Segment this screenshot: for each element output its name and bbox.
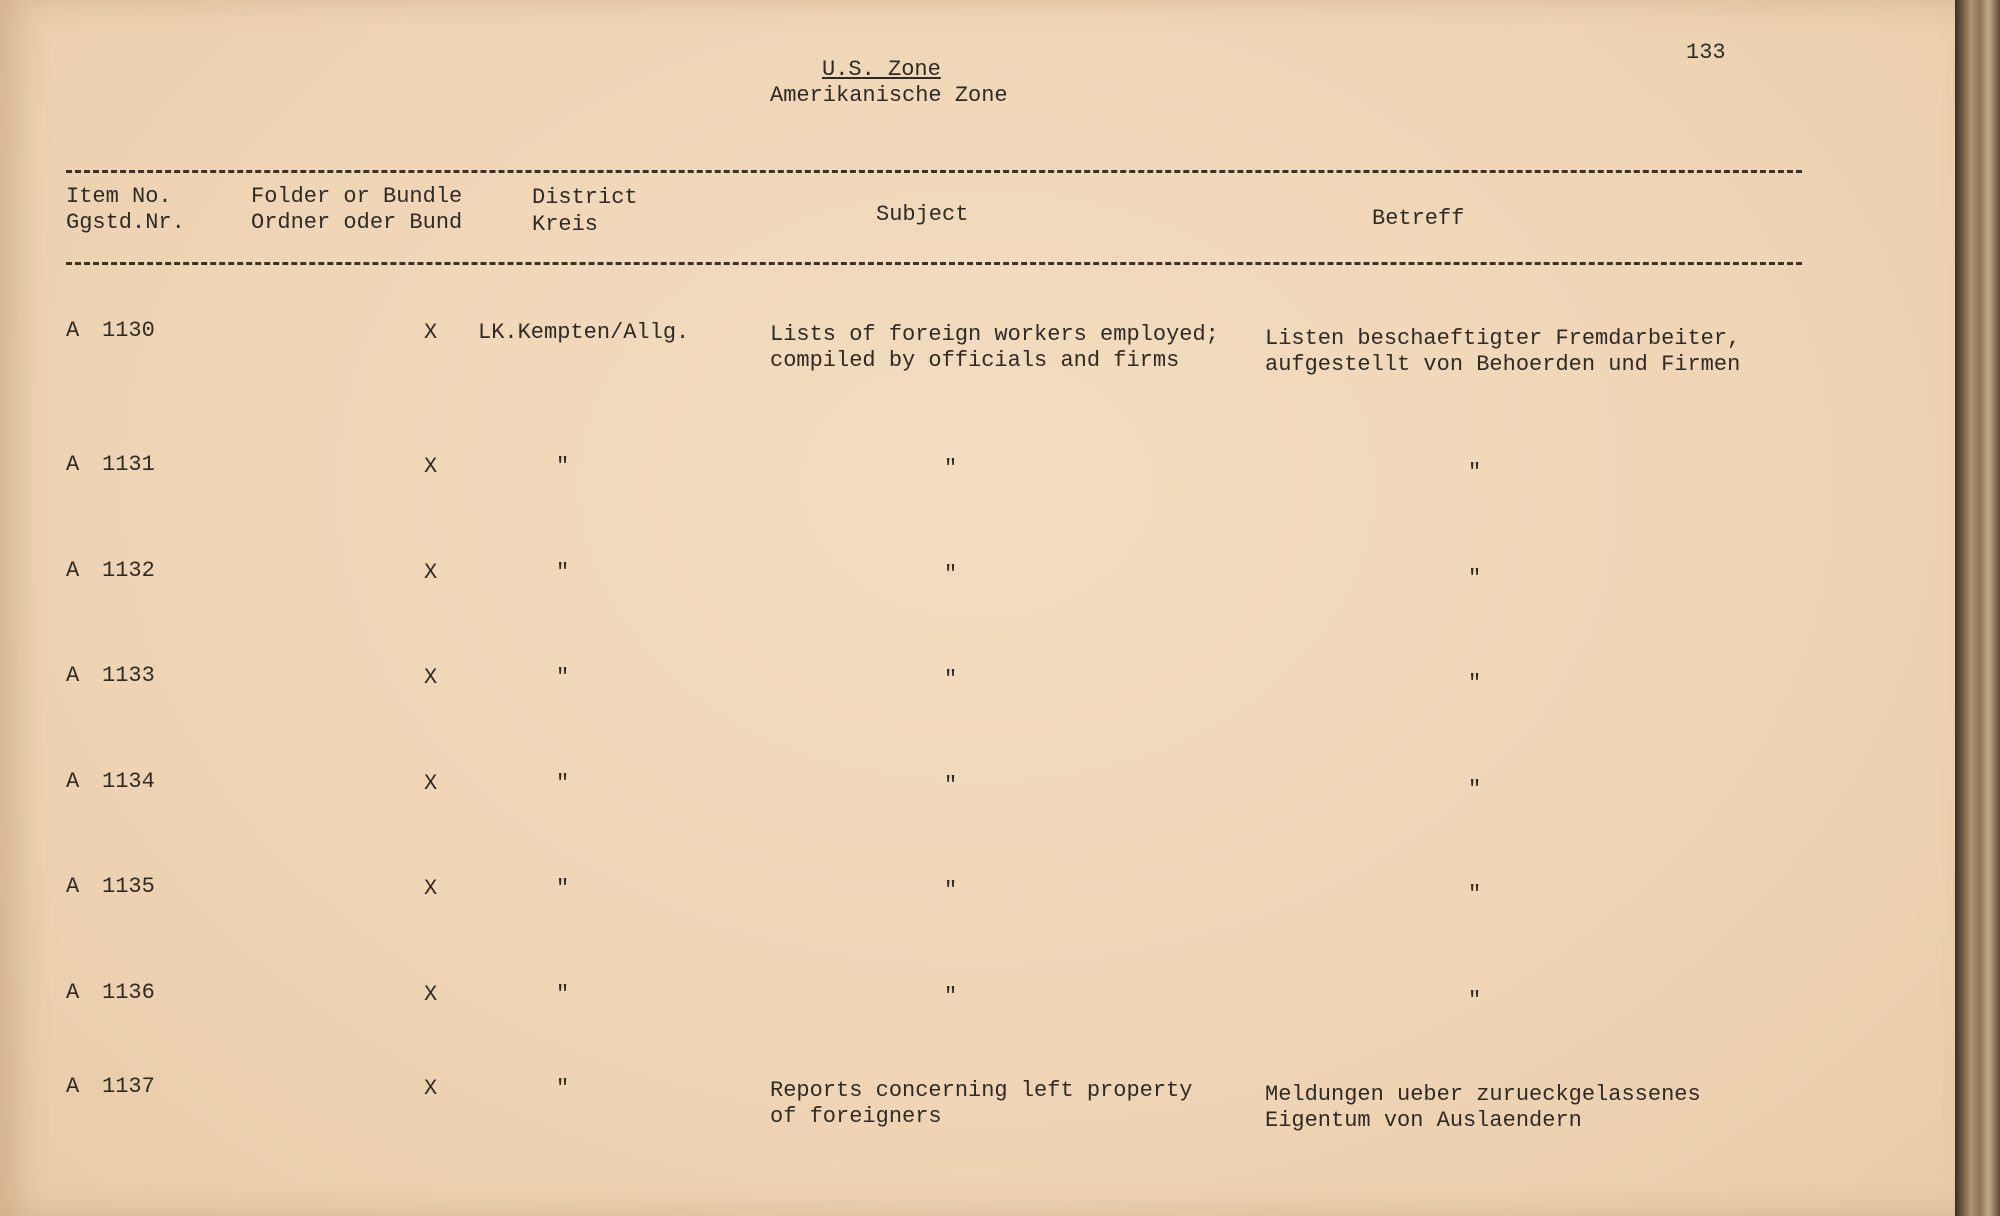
betreff-line: " xyxy=(1468,988,1482,1013)
col-district-en: District xyxy=(532,185,638,210)
book-binding-edge xyxy=(1955,0,2000,1216)
folder-mark: X xyxy=(424,771,438,796)
subject-line: Reports concerning left property xyxy=(770,1078,1193,1103)
subject-line: Lists of foreign workers employed; xyxy=(770,322,1219,347)
col-folder-de: Ordner oder Bund xyxy=(251,210,463,235)
subject-line: " xyxy=(944,667,958,692)
subject-line: " xyxy=(944,456,958,481)
district-cell: " xyxy=(556,876,570,901)
district-cell: " xyxy=(556,454,570,479)
betreff-line: " xyxy=(1468,460,1482,485)
folder-mark: X xyxy=(424,665,438,690)
item-prefix: A xyxy=(66,558,80,583)
item-number: 1134 xyxy=(102,769,155,794)
folder-mark: X xyxy=(424,876,438,901)
item-number: 1137 xyxy=(102,1074,155,1099)
betreff-line: " xyxy=(1468,882,1482,907)
item-prefix: A xyxy=(66,1074,80,1099)
item-number: 1133 xyxy=(102,663,155,688)
item-number: 1136 xyxy=(102,980,155,1005)
col-item-de: Ggstd.Nr. xyxy=(66,210,185,235)
item-prefix: A xyxy=(66,318,80,343)
subject-line: of foreigners xyxy=(770,1104,942,1129)
betreff-line: Meldungen ueber zurueckgelassenes xyxy=(1265,1082,1701,1107)
subject-line: " xyxy=(944,984,958,1009)
col-item-en: Item No. xyxy=(66,184,172,209)
subject-line: " xyxy=(944,878,958,903)
item-number: 1132 xyxy=(102,558,155,583)
betreff-line: Listen beschaeftigter Fremdarbeiter, xyxy=(1265,326,1741,351)
district-cell: " xyxy=(556,771,570,796)
district-cell: " xyxy=(556,1076,570,1101)
folder-mark: X xyxy=(424,982,438,1007)
header-top-rule xyxy=(66,170,1802,173)
item-prefix: A xyxy=(66,663,80,688)
item-number: 1130 xyxy=(102,318,155,343)
betreff-line: " xyxy=(1468,777,1482,802)
item-number: 1135 xyxy=(102,874,155,899)
district-cell: LK.Kempten/Allg. xyxy=(478,320,690,345)
item-prefix: A xyxy=(66,874,80,899)
folder-mark: X xyxy=(424,320,438,345)
subject-line: " xyxy=(944,562,958,587)
betreff-line: " xyxy=(1468,671,1482,696)
folder-mark: X xyxy=(424,560,438,585)
item-prefix: A xyxy=(66,452,80,477)
folder-mark: X xyxy=(424,1076,438,1101)
col-folder-en: Folder or Bundle xyxy=(251,184,463,209)
district-cell: " xyxy=(556,560,570,585)
subject-line: compiled by officials and firms xyxy=(770,348,1180,373)
folder-mark: X xyxy=(424,454,438,479)
item-prefix: A xyxy=(66,980,80,1005)
col-subject: Subject xyxy=(876,202,969,227)
col-district-de: Kreis xyxy=(532,212,599,237)
betreff-line: " xyxy=(1468,566,1482,591)
item-prefix: A xyxy=(66,769,80,794)
betreff-line: aufgestellt von Behoerden und Firmen xyxy=(1265,352,1741,377)
betreff-line: Eigentum von Auslaendern xyxy=(1265,1108,1582,1133)
district-cell: " xyxy=(556,665,570,690)
header-bottom-rule xyxy=(66,262,1802,265)
district-cell: " xyxy=(556,982,570,1007)
page-number: 133 xyxy=(1686,40,1726,65)
item-number: 1131 xyxy=(102,452,155,477)
page-subtitle: Amerikanische Zone xyxy=(770,83,1008,108)
col-betreff: Betreff xyxy=(1372,206,1465,231)
page-title: U.S. Zone xyxy=(822,57,941,82)
subject-line: " xyxy=(944,773,958,798)
